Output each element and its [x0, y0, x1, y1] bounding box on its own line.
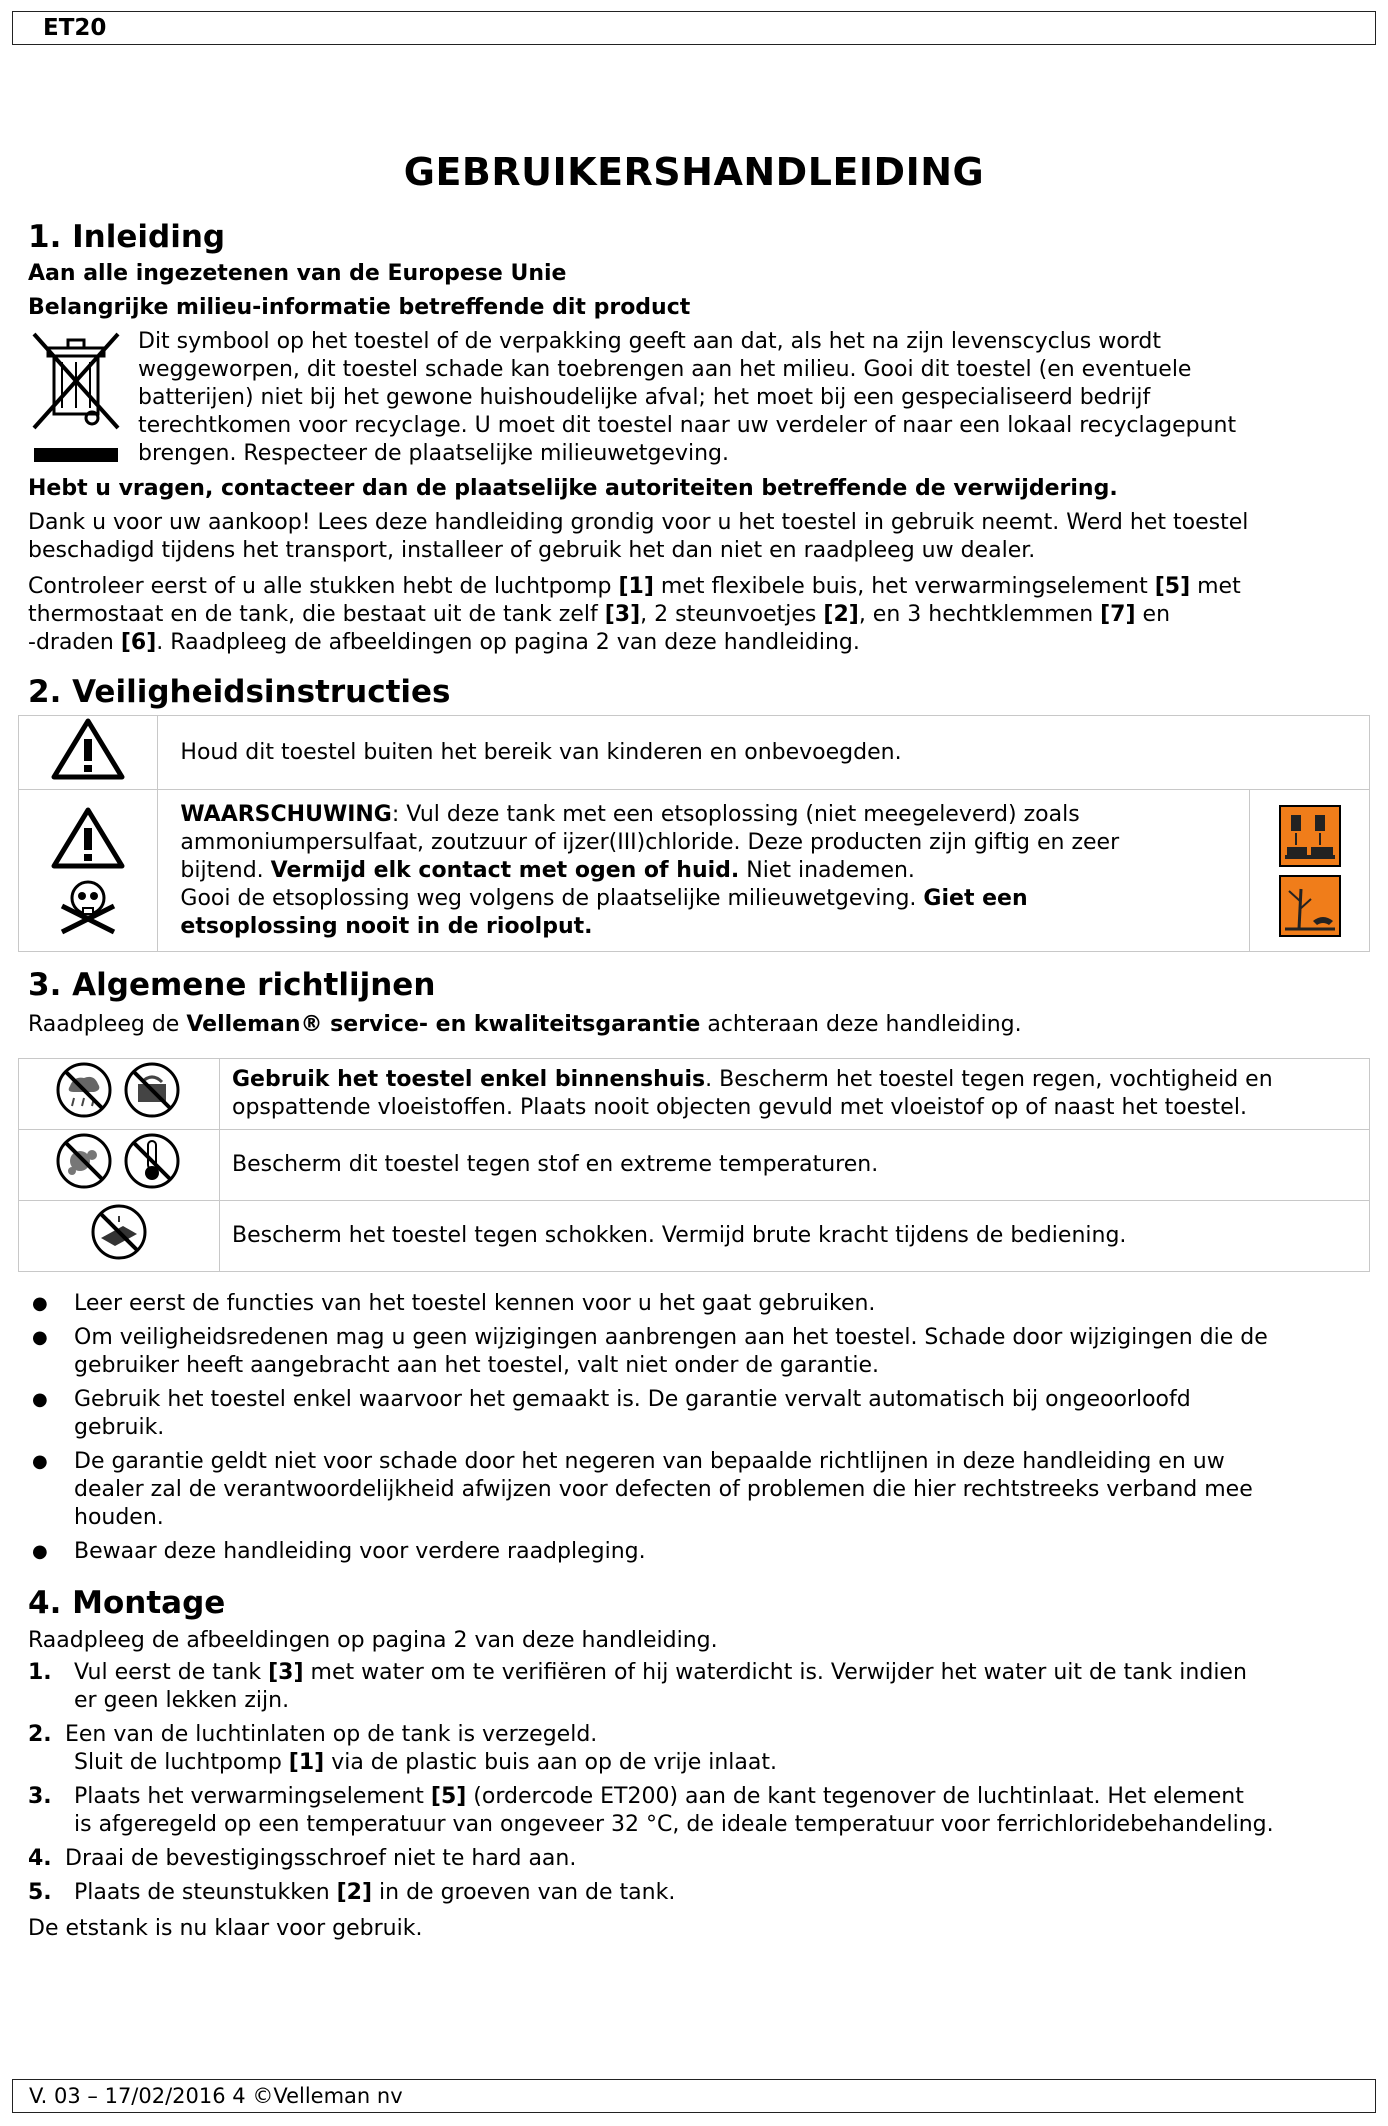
list-item: ● Bewaar deze handleiding voor verdere raadpleging. — [32, 1539, 646, 1564]
indoor-icons-cell — [19, 1059, 220, 1130]
header-box — [12, 11, 1376, 45]
list-item: 2. Een van de luchtinlaten op de tank is verzegeld. Sluit de luchtpomp [1] via de plastic buis aan op de vrije inlaat. — [28, 1722, 777, 1775]
dust-temp-icons-cell — [19, 1130, 220, 1201]
closing-text: De etstank is nu klaar voor gebruik. — [28, 1916, 423, 1941]
list-item: 4. Draai de bevestigingsschroef niet te hard aan. — [28, 1846, 577, 1871]
warning-triangle-icon — [50, 717, 126, 781]
warranty-reference: Raadpleeg de Velleman® service- en kwaliteitsgarantie achteraan deze handleiding. — [28, 1012, 1022, 1037]
warning-icon-cell — [19, 716, 158, 790]
list-item: 5. Plaats de steunstukken [2] in de groeven van de tank. — [28, 1880, 676, 1905]
skull-crossbones-icon — [56, 876, 120, 936]
children-warning-text: Houd dit toestel buiten het bereik van kinderen en onbevoegden. — [158, 716, 1370, 790]
eu-residents-heading: Aan alle ingezetenen van de Europese Unie — [28, 261, 567, 286]
list-item: ● Om veiligheidsredenen mag u geen wijzigingen aanbrengen aan het toestel. Schade door wijzigingen die de gebruiker heeft aangebracht aan het toestel, valt niet onder de garantie. — [32, 1325, 1268, 1378]
no-rain-icon — [50, 1060, 188, 1120]
shock-text: Bescherm het toestel tegen schokken. Vermijd brute kracht tijdens de bediening. — [220, 1201, 1370, 1272]
montage-intro: Raadpleeg de afbeeldingen op pagina 2 van deze handleiding. — [28, 1628, 718, 1653]
section-1-heading: 1. Inleiding — [28, 219, 226, 255]
shock-icon-cell — [19, 1201, 220, 1272]
product-code: ET20 — [43, 15, 107, 41]
list-item: 3. Plaats het verwarmingselement [5] (ordercode ET200) aan de kant tegenover de luchtinlaat. Het element is afgeregeld op een temperatuur van ongeveer 32 °C, de ideale temperatuur voor ferrichloridebehandeling. — [28, 1784, 1274, 1837]
hazard-pictograms-cell — [1250, 790, 1370, 952]
environment-hazard-icon — [1279, 875, 1341, 937]
parts-check-paragraph: Controleer eerst of u alle stukken hebt de luchtpomp [1] met flexibele buis, het verwarmingselement [5] met thermostaat en de tank, die bestaat uit de tank zelf [3], 2 steunvoetjes [2], en 3 hechtklemmen [7] en -draden [6]. Raadpleeg de afbeeldingen op pagina 2 van deze handleiding. — [28, 574, 1241, 655]
page-title: GEBRUIKERSHANDLEIDING — [403, 150, 985, 194]
thanks-paragraph: Dank u voor uw aankoop! Lees deze handleiding grondig voor u het toestel in gebruik neemt. Werd het toestel beschadigd tijdens het transport, installeer of gebruik het dan niet en raadpleeg uw dealer. — [28, 510, 1249, 563]
list-item: ● De garantie geldt niet voor schade door het negeren van bepaalde richtlijnen in deze handleiding en uw dealer zal de verantwoordelijkheid afwijzen voor defecten of problemen die hier rechtstreeks verband mee houden. — [32, 1449, 1253, 1530]
footer-box — [12, 2079, 1376, 2113]
guidelines-bullet-list — [0, 1290, 1388, 1572]
indoor-use-text: Gebruik het toestel enkel binnenshuis. Bescherm het toestel tegen regen, vochtigheid en opspattende vloeistoffen. Plaats nooit objecten gevuld met vloeistof op of naast het toestel. — [220, 1059, 1370, 1130]
environment-info-heading: Belangrijke milieu-informatie betreffende dit product — [28, 295, 691, 320]
corrosive-hazard-icon — [1279, 805, 1341, 867]
warning-triangle-icon — [50, 806, 126, 870]
no-shock-icon — [87, 1202, 151, 1262]
montage-steps — [0, 1659, 1388, 1913]
footer-text: V. 03 – 17/02/2016 4 ©Velleman nv — [29, 2084, 403, 2108]
weee-text: Dit symbool op het toestel of de verpakking geeft aan dat, als het na zijn levenscyclus wordt weggeworpen, dit toestel schade kan toebrengen aan het milieu. Gooi dit toestel (en eventuele batterijen) niet bij het gewone huishoudelijke afval; het moet bij een gespecialiseerd bedrijf terechtkomen voor recyclage. U moet dit toestel naar uw verdeler of naar een lokaal recyclagepunt brengen. Respecteer de plaatselijke milieuwetgeving. — [138, 329, 1237, 466]
guidelines-table — [18, 1058, 1370, 1272]
list-item: ● Gebruik het toestel enkel waarvoor het gemaakt is. De garantie vervalt automatisch bij ongeoorloofd gebruik. — [32, 1387, 1191, 1440]
weee-bin-icon — [28, 330, 124, 466]
etchant-warning-text: WAARSCHUWING: Vul deze tank met een etsoplossing (niet meegeleverd) zoals ammoniumpersulfaat, zoutzuur of ijzer(III)chloride. Deze producten zijn giftig en zeer bijtend. Vermijd elk contact met ogen of huid. Niet inademen. Gooi de etsoplossing weg volgens de plaatselijke milieuwetgeving. Giet een etsoplossing nooit in de rioolput. — [158, 790, 1250, 952]
section-4-heading: 4. Montage — [28, 1585, 226, 1621]
list-item: 1. Vul eerst de tank [3] met water om te verifiëren of hij waterdicht is. Verwijder het water uit de tank indien er geen lekken zijn. — [28, 1660, 1247, 1713]
section-2-heading: 2. Veiligheidsinstructies — [28, 674, 451, 710]
warning-toxic-icon-cell — [19, 790, 158, 952]
safety-table — [18, 715, 1370, 952]
no-dust-temperature-icon — [50, 1131, 188, 1191]
disposal-contact-note: Hebt u vragen, contacteer dan de plaatselijke autoriteiten betreffende de verwijdering. — [28, 476, 1118, 501]
section-3-heading: 3. Algemene richtlijnen — [28, 967, 436, 1003]
dust-temperature-text: Bescherm dit toestel tegen stof en extreme temperaturen. — [220, 1130, 1370, 1201]
list-item: ● Leer eerst de functies van het toestel kennen voor u het gaat gebruiken. — [32, 1291, 876, 1316]
